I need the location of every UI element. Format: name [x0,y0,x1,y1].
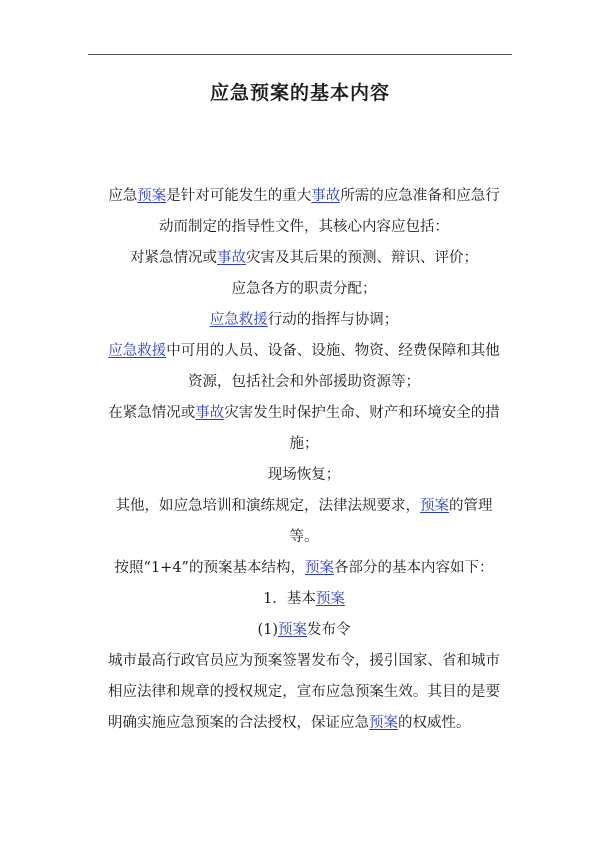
term-link[interactable]: 预案 [304,560,334,576]
paragraph-text: 对紧急情况或 [130,250,217,266]
paragraph-text: 的管理等。 [289,498,493,545]
paragraph [108,491,500,553]
paragraph-text: 灾害及其后果的预测、辩识、评价； [246,250,478,266]
paragraph-text: 应急各方的职责分配； [231,281,377,297]
document-title: 应急预案的基本内容 [209,82,390,104]
paragraph [108,615,500,646]
paragraph [108,181,500,243]
term-link[interactable]: 应急救援 [209,312,268,328]
term-link[interactable]: 预案 [315,591,345,607]
term-link[interactable]: 事故 [195,405,225,421]
paragraph [108,336,500,398]
term-link[interactable]: 预案 [369,715,398,731]
term-link[interactable]: 预案 [137,188,167,204]
paragraph-text: 城市最高行政官员应为预案签署发布令，援引国家、省和城市相应法律和规章的授权规定，宣布应急预案生效。其目的是要明确实施应急预案的合法授权，保证应急 [108,653,500,731]
paragraph-text: 在紧急情况或 [108,405,196,421]
paragraph [108,305,500,336]
paragraph-text: 行动的指挥与协调； [267,312,399,328]
paragraph [108,460,500,491]
paragraph [108,398,500,460]
paragraph-text: 的权威性。 [398,715,471,731]
paragraph-text: 应急 [108,188,138,204]
paragraph-text: 发布令 [307,622,351,638]
term-link[interactable]: 事故 [217,250,246,266]
document-body [108,181,500,739]
paragraph-text: 1．基本 [263,591,316,607]
paragraph-text: 按照“1+4”的预案基本结构， [114,560,305,576]
paragraph-text: 所需的应急准备和应急行动而制定的指导性文件，其核心内容应包括： [159,188,500,235]
paragraph-text: 是针对可能发生的重大 [166,188,312,204]
paragraph-text: 灾害发生时保护生命、财产和环境安全的措施； [224,405,500,452]
term-link[interactable]: 事故 [311,188,341,204]
paragraph [108,243,500,274]
paragraph-text: 现场恢复； [267,467,341,483]
term-link[interactable]: 预案 [420,498,449,514]
paragraph-text: 各部分的基本内容如下： [333,560,494,576]
term-link[interactable]: 应急救援 [108,343,167,359]
term-link[interactable]: 预案 [278,622,308,638]
paragraph [108,646,500,739]
paragraph-text: 中可用的人员、设备、设施、物资、经费保障和其他资源，包括社会和外部援助资源等； [166,343,500,390]
paragraph [108,274,500,305]
header-rule [88,54,512,55]
paragraph [108,553,500,584]
paragraph-text: 其他，如应急培训和演练规定，法律法规要求， [115,498,420,514]
paragraph [108,584,500,615]
paragraph-text: (1) [257,622,279,638]
